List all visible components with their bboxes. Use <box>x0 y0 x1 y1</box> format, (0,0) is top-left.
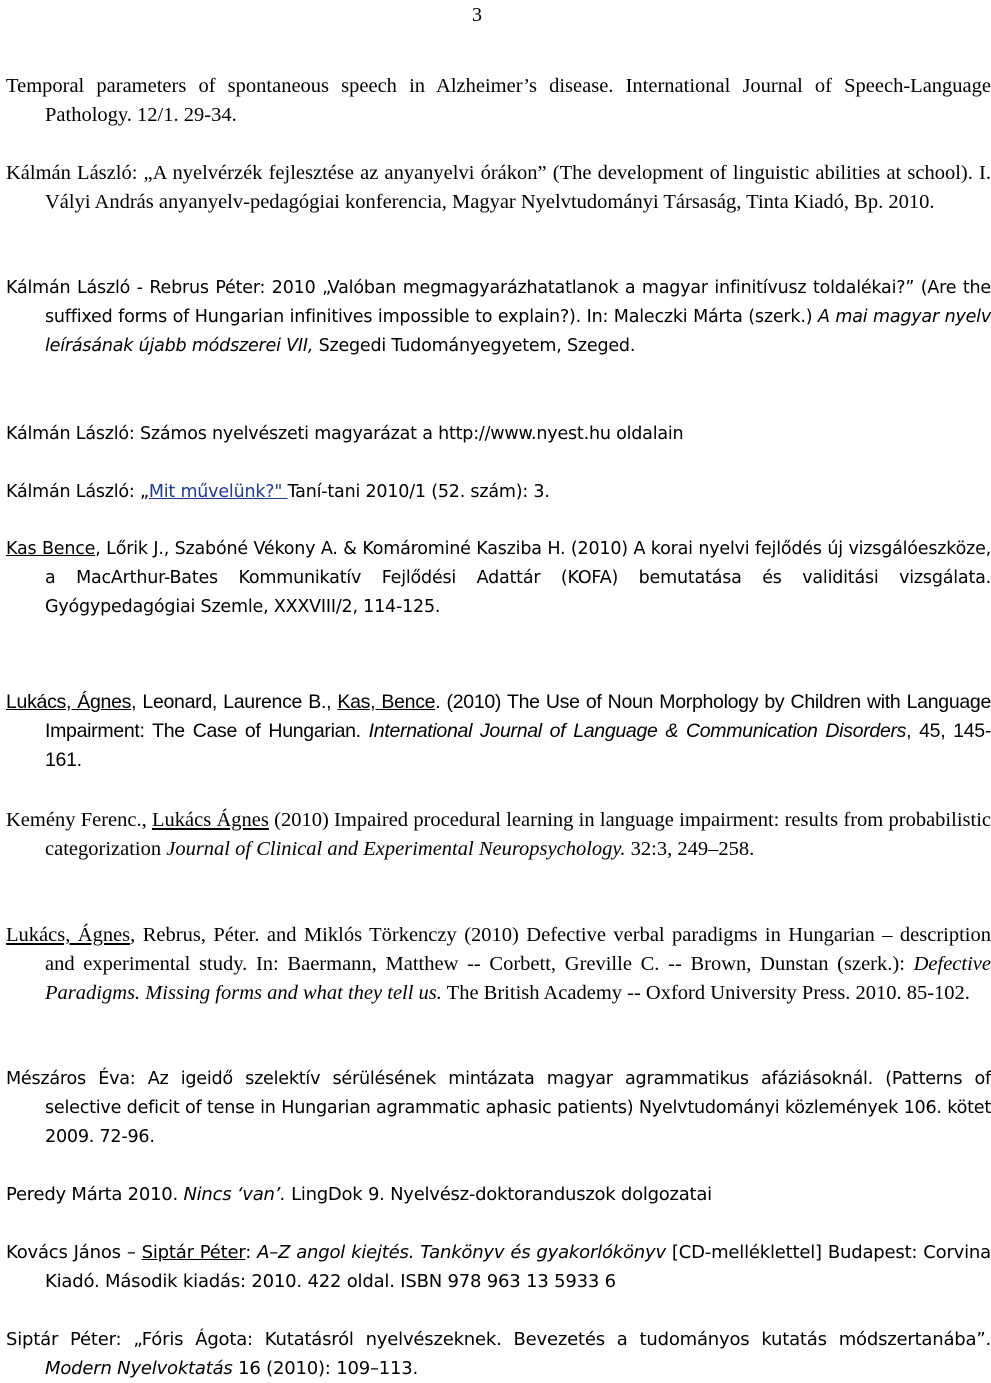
bib-entry-lukacs-rebrus-torkenczy <box>6 921 991 1008</box>
entry-text: Peredy Márta 2010. <box>6 1184 184 1205</box>
italic-title: Modern Nyelvoktatás <box>45 1358 233 1379</box>
entry-text: Siptár Péter: „Fóris Ágota: Kutatásról nyelvészeknek. Bevezetés a tudományos kutatás módszertanába”. <box>6 1329 991 1350</box>
underlined-author: Kas, Bence <box>337 691 436 713</box>
bib-entry-kas-bence-kofa <box>6 535 991 622</box>
entry-text: : <box>245 1242 258 1263</box>
italic-title: International Journal of Language & Communication Disorders <box>368 720 907 742</box>
entry-text: Kálmán László: Számos nyelvészeti magyarázat a http://www.nyest.hu oldalain <box>6 424 684 444</box>
bib-entry-kalman-nyelverzek <box>6 159 991 217</box>
underlined-author: Kas Bence <box>6 539 96 559</box>
italic-title: Defective Paradigms. Missing forms and what they tell us. <box>45 953 991 1004</box>
entry-text: 16 (2010): 109–113. <box>232 1358 419 1379</box>
entry-text: Kovács János – <box>6 1242 142 1263</box>
italic-title: Nincs ‘van’. <box>183 1184 286 1205</box>
underlined-author: Siptár Péter <box>141 1242 246 1263</box>
entry-text: Kálmán László: „A nyelvérzék fejlesztése az anyanyelvi órákon” (The development of linguistic abilities at school). I. Vályi András anyanyelv-pedagógiai konferencia, Magyar Nyelvtudományi Társaság, Tinta Kiadó, Bp. 2010. <box>6 162 991 213</box>
bib-entry-kalman-nyest <box>6 420 991 449</box>
entry-text: LingDok 9. Nyelvész-doktoranduszok dolgozatai <box>285 1184 712 1205</box>
italic-title: Journal of Clinical and Experimental Neuropsychology. <box>166 838 626 860</box>
underlined-author: Lukács Ágnes <box>152 809 269 831</box>
entry-text: Temporal parameters of spontaneous speech in Alzheimer’s disease. International Journal of Speech-Language Pathology. 12/1. 29-34. <box>6 75 991 126</box>
bib-entry-kalman-mit-muvelunk <box>6 478 991 507</box>
page-number: 3 <box>472 4 482 26</box>
bib-entry-temporal-parameters <box>6 72 991 130</box>
bib-entry-lukacs-leonard-kas <box>6 688 991 775</box>
entry-text: Mészáros Éva: Az igeidő szelektív sérülésének mintázata magyar agrammatikus afáziásoknál. (Patterns of selective deficit of tense in Hungarian agrammatic aphasic patients) Nyelvtudományi közlemények 106. kötet 2009. 72-96. <box>6 1069 991 1147</box>
bib-entry-kemeny-lukacs <box>6 806 991 864</box>
entry-text: . (2010) The Use of Noun Morphology by Children with Language Impairment: The Case of Hungarian. <box>45 691 991 742</box>
bib-entry-siptar-foris <box>6 1325 991 1383</box>
underlined-author: Lukács, Ágnes <box>6 924 131 946</box>
italic-title: A–Z angol kiejtés. Tankönyv és gyakorlókönyv <box>257 1242 666 1263</box>
entry-text: , Leonard, Laurence B., <box>131 691 338 713</box>
entry-text: 32:3, 249–258. <box>625 838 755 860</box>
entry-text: (2010) Impaired procedural learning in language impairment: results from probabilistic categorization <box>45 809 991 860</box>
entry-text: , Lőrik J., Szabóné Vékony A. & Komárominé Kasziba H. (2010) A korai nyelvi fejlődés új vizsgálóeszköze, a MacArthur-Bates Kommunikatív Fejlődési Adattár (KOFA) bemutatása és validitási vizsgálata. Gyógypedagógiai Szemle, XXXVIII/2, 114-125. <box>45 539 991 617</box>
underlined-author: Lukács, Ágnes <box>6 691 132 713</box>
reference-link[interactable]: Mit művelünk?" <box>148 482 288 502</box>
entry-text: Szegedi Tudományegyetem, Szeged. <box>313 336 636 356</box>
entry-text: [CD-melléklettel] Budapest: Corvina Kiadó. Második kiadás: 2010. 422 oldal. ISBN 978 963 13 5933 6 <box>45 1242 991 1292</box>
bib-entry-meszaros-eva <box>6 1065 991 1152</box>
entry-text: , Rebrus, Péter. and Miklós Törkenczy (2010) Defective verbal paradigms in Hungarian – description and experimental study. In: Baermann, Matthew -- Corbett, Greville C. -- Brown, Dunstan (szerk.): <box>45 924 991 975</box>
entry-text: Kemény Ferenc., <box>6 809 153 831</box>
entry-text: The British Academy -- Oxford University Press. 2010. 85-102. <box>441 982 970 1004</box>
entry-text: Kálmán László: „ <box>6 482 149 502</box>
bib-entry-kovacs-siptar <box>6 1238 991 1296</box>
italic-title: A mai magyar nyelv leírásának újabb módszerei VII, <box>45 307 991 356</box>
bib-entry-peredy-marta <box>6 1180 991 1209</box>
bib-entry-kalman-rebrus-infinitivusz <box>6 274 991 361</box>
entry-text: Kálmán László - Rebrus Péter: 2010 „Valóban megmagyarázhatatlanok a magyar infinitívusz toldalékai?” (Are the suffixed forms of Hungarian infinitives impossible to explain?). In: Maleczki Márta (szerk.) <box>6 278 991 327</box>
entry-text: , 45, 145-161. <box>45 720 991 771</box>
entry-text: Taní-tani 2010/1 (52. szám): 3. <box>287 482 550 502</box>
